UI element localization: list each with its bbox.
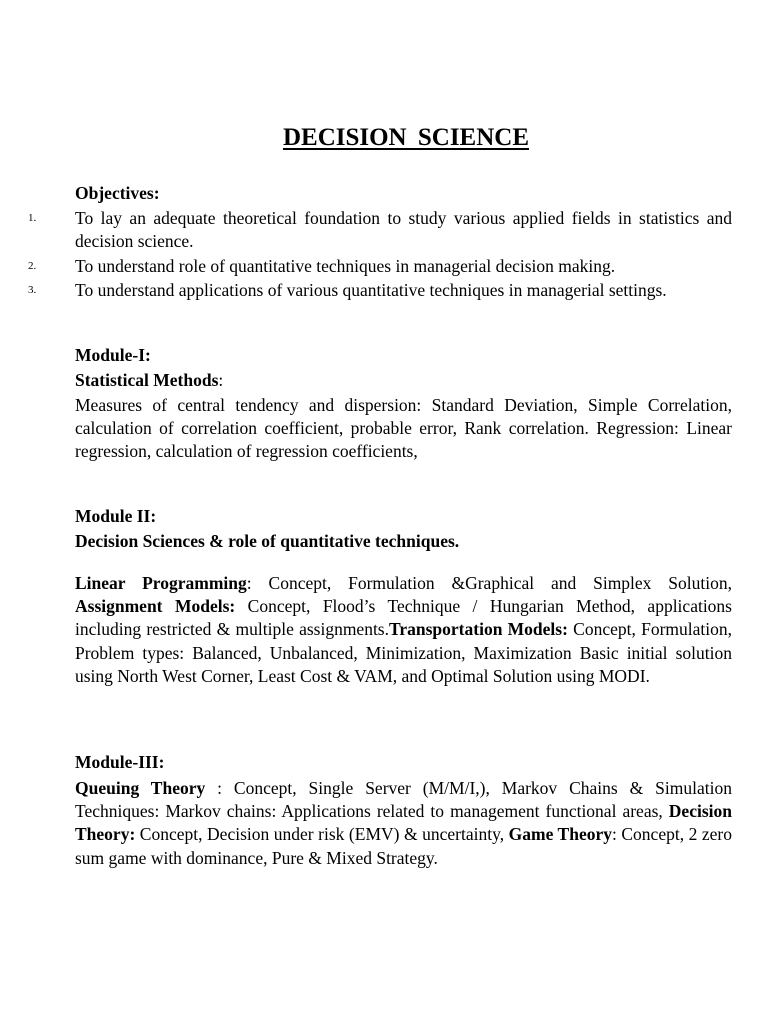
module-3-body — [75, 777, 732, 870]
module-2-body — [75, 572, 732, 688]
assignment-models-text: Concept, Flood’s Technique / Hungarian Method, applications including restricted & multiple assignments. — [75, 596, 732, 640]
decision-theory-text: Concept, Decision under risk (EMV) & uncertainty, — [135, 824, 509, 845]
objective-number: 1. — [28, 212, 37, 224]
assignment-models-label: Assignment Models: — [75, 596, 236, 617]
module-3-heading: Module-III: — [75, 752, 165, 772]
transportation-models-label: Transportation Models: — [389, 619, 568, 640]
objective-item: To understand applications of various quantitative techniques in managerial settings. — [75, 280, 667, 300]
queuing-theory-text: : Concept, Single Server (M/M/I,), Markov Chains & Simulation Techniques: Markov chains: Applications related to management functional areas, — [75, 778, 732, 822]
linear-programming-label: Linear Programming — [75, 573, 247, 593]
module-1-body: Measures of central tendency and dispersion: Standard Deviation, Simple Correlation, calculation of correlation coefficient, probable error, Rank correlation. Regression: Linear regression, calculation of regression coefficients, — [75, 395, 732, 462]
module-1-subheading — [75, 369, 223, 392]
game-theory-text: : Concept, 2 zero sum game with dominance, Pure & Mixed Strategy. — [75, 824, 732, 868]
module-1-heading: Module-I: — [75, 345, 151, 365]
game-theory-label: Game Theory — [508, 824, 612, 845]
page-title: DECISION SCIENCE — [282, 124, 530, 151]
transportation-models-text: Concept, Formulation, Problem types: Balanced, Unbalanced, Minimization, Maximization Basic initial solution using North West Corner, Least Cost & VAM, and Optimal Solution using MODI. — [75, 619, 732, 686]
objective-item: To lay an adequate theoretical foundation to study various applied fields in statistics and decision science. — [75, 208, 732, 252]
module-2-subheading: Decision Sciences & role of quantitative techniques. — [75, 531, 460, 551]
statistical-methods-label: Statistical Methods — [75, 370, 219, 390]
queuing-theory-label: Queuing Theory — [75, 778, 206, 798]
decision-theory-label: Decision Theory: — [75, 801, 732, 845]
objective-number: 3. — [28, 284, 37, 296]
objectives-heading: Objectives: — [75, 183, 160, 203]
subheading-colon: : — [218, 370, 224, 390]
module-2-heading: Module II: — [75, 506, 157, 526]
linear-programming-text: : Concept, Formulation &Graphical and Simplex Solution, — [246, 573, 733, 593]
objective-number: 2. — [28, 260, 37, 272]
objective-item: To understand role of quantitative techniques in managerial decision making. — [75, 256, 616, 276]
